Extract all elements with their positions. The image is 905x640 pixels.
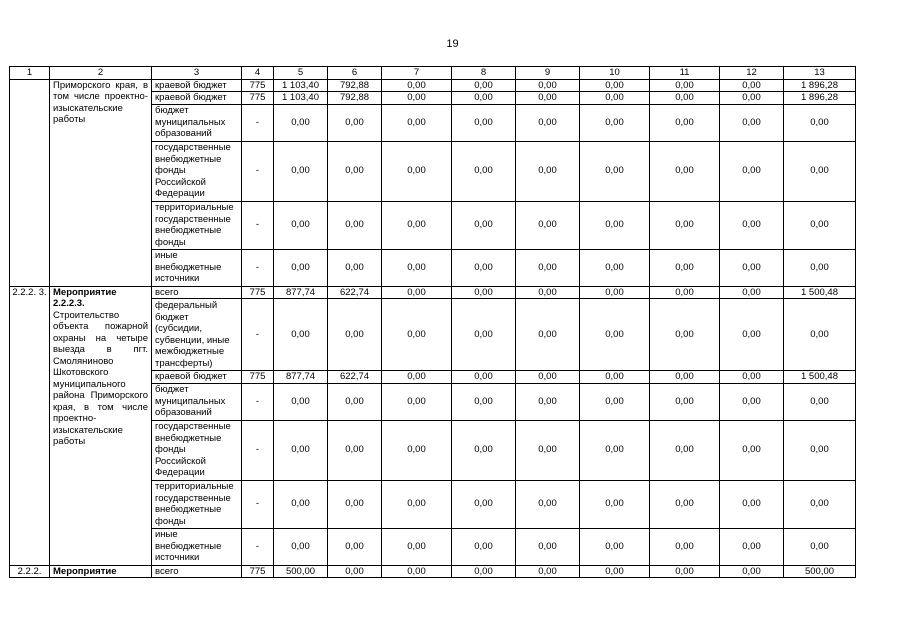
value-cell: 0,00 [516, 299, 580, 371]
value-cell: 0,00 [328, 528, 382, 565]
column-header: 3 [152, 67, 242, 80]
value-cell: 0,00 [720, 565, 784, 578]
value-cell: 792,88 [328, 92, 382, 105]
value-cell: 0,00 [580, 480, 650, 528]
value-cell: 0,00 [382, 249, 452, 286]
value-cell: 0,00 [580, 104, 650, 141]
value-cell: 0,00 [516, 141, 580, 201]
value-cell: 0,00 [784, 104, 856, 141]
value-cell: 0,00 [650, 79, 720, 92]
value-cell: 0,00 [784, 420, 856, 480]
value-cell: 0,00 [328, 249, 382, 286]
value-cell: 0,00 [784, 299, 856, 371]
value-cell: - [242, 141, 274, 201]
value-cell: 0,00 [452, 286, 516, 299]
value-cell: 0,00 [274, 201, 328, 249]
value-cell: 0,00 [382, 420, 452, 480]
funding-source: территориальные государственные внебюджетные фонды [152, 201, 242, 249]
value-cell: 0,00 [784, 528, 856, 565]
funding-source: государственные внебюджетные фонды Российской Федерации [152, 141, 242, 201]
value-cell: 0,00 [516, 565, 580, 578]
value-cell: 0,00 [720, 286, 784, 299]
value-cell: 0,00 [328, 480, 382, 528]
item-description: Строительство объекта пожарной охраны на четыре выезда в пгт. Смоляниново Шкотовского муниципального района Приморского края, в том числе проектно-изыскательские работы [53, 309, 148, 447]
value-cell: 0,00 [274, 141, 328, 201]
column-header: 6 [328, 67, 382, 80]
value-cell: 0,00 [516, 104, 580, 141]
value-cell: 1 103,40 [274, 79, 328, 92]
value-cell: 1 103,40 [274, 92, 328, 105]
column-header: 5 [274, 67, 328, 80]
value-cell: 0,00 [580, 565, 650, 578]
value-cell: 0,00 [274, 480, 328, 528]
value-cell: 0,00 [650, 104, 720, 141]
column-header: 9 [516, 67, 580, 80]
value-cell: 775 [242, 565, 274, 578]
value-cell: 0,00 [516, 79, 580, 92]
value-cell: 0,00 [328, 420, 382, 480]
column-header: 13 [784, 67, 856, 80]
value-cell: 0,00 [274, 528, 328, 565]
value-cell: 0,00 [516, 383, 580, 420]
value-cell: - [242, 480, 274, 528]
value-cell: 0,00 [650, 299, 720, 371]
value-cell: 0,00 [328, 104, 382, 141]
value-cell: - [242, 420, 274, 480]
value-cell: - [242, 249, 274, 286]
value-cell: 0,00 [382, 383, 452, 420]
value-cell: 0,00 [452, 79, 516, 92]
funding-source: краевой бюджет [152, 371, 242, 384]
funding-source: всего [152, 565, 242, 578]
value-cell: 877,74 [274, 286, 328, 299]
value-cell: 1 500,48 [784, 371, 856, 384]
value-cell: 0,00 [382, 299, 452, 371]
value-cell: 0,00 [720, 79, 784, 92]
header-row [10, 67, 856, 80]
value-cell: 0,00 [516, 528, 580, 565]
value-cell: 0,00 [650, 92, 720, 105]
value-cell: 0,00 [650, 480, 720, 528]
value-cell: 500,00 [274, 565, 328, 578]
table-row [10, 286, 856, 299]
value-cell: 0,00 [328, 565, 382, 578]
value-cell: 0,00 [382, 480, 452, 528]
funding-source: бюджет муниципальных образований [152, 383, 242, 420]
item-number: 2.2.2. 3. [10, 286, 50, 565]
value-cell: 0,00 [452, 104, 516, 141]
value-cell: 0,00 [382, 371, 452, 384]
value-cell: 0,00 [650, 383, 720, 420]
value-cell: 0,00 [784, 383, 856, 420]
table-row [10, 79, 856, 92]
value-cell: 0,00 [382, 528, 452, 565]
value-cell: 0,00 [516, 286, 580, 299]
value-cell: 500,00 [784, 565, 856, 578]
value-cell: 0,00 [720, 92, 784, 105]
item-name [50, 79, 152, 286]
column-header: 8 [452, 67, 516, 80]
value-cell: 0,00 [580, 286, 650, 299]
value-cell: 877,74 [274, 371, 328, 384]
column-header: 12 [720, 67, 784, 80]
column-header: 7 [382, 67, 452, 80]
funding-source: всего [152, 286, 242, 299]
value-cell: - [242, 299, 274, 371]
value-cell: 0,00 [720, 480, 784, 528]
value-cell: 622,74 [328, 371, 382, 384]
value-cell: 0,00 [720, 201, 784, 249]
item-title: Мероприятие 2.2.2.3. [53, 286, 117, 309]
value-cell: 0,00 [382, 141, 452, 201]
value-cell: 0,00 [452, 480, 516, 528]
value-cell: 0,00 [720, 528, 784, 565]
value-cell: 0,00 [274, 104, 328, 141]
value-cell: 1 500,48 [784, 286, 856, 299]
value-cell: 0,00 [720, 141, 784, 201]
value-cell: 0,00 [580, 201, 650, 249]
budget-table [9, 66, 856, 578]
item-number [10, 79, 50, 286]
value-cell: 775 [242, 286, 274, 299]
value-cell: 0,00 [784, 480, 856, 528]
value-cell: 0,00 [784, 201, 856, 249]
value-cell: 0,00 [516, 201, 580, 249]
value-cell: 0,00 [452, 249, 516, 286]
value-cell: 0,00 [382, 79, 452, 92]
funding-source: иные внебюджетные источники [152, 528, 242, 565]
funding-source: территориальные государственные внебюджетные фонды [152, 480, 242, 528]
value-cell: 0,00 [382, 201, 452, 249]
value-cell: - [242, 383, 274, 420]
value-cell: 0,00 [452, 92, 516, 105]
value-cell: 0,00 [452, 141, 516, 201]
value-cell: 0,00 [650, 528, 720, 565]
value-cell: 0,00 [650, 286, 720, 299]
value-cell: 0,00 [328, 299, 382, 371]
value-cell: 0,00 [580, 141, 650, 201]
value-cell: 0,00 [650, 371, 720, 384]
value-cell: 622,74 [328, 286, 382, 299]
item-description: Приморского края, в том числе проектно-изыскательские работы [53, 79, 148, 125]
value-cell: 0,00 [516, 480, 580, 528]
value-cell: 0,00 [328, 141, 382, 201]
value-cell: 0,00 [328, 201, 382, 249]
column-header: 10 [580, 67, 650, 80]
value-cell: 0,00 [580, 299, 650, 371]
value-cell: 0,00 [382, 286, 452, 299]
value-cell: 0,00 [516, 420, 580, 480]
value-cell: 0,00 [452, 383, 516, 420]
value-cell: 0,00 [720, 383, 784, 420]
value-cell: 0,00 [720, 249, 784, 286]
value-cell: - [242, 104, 274, 141]
value-cell: 0,00 [516, 371, 580, 384]
funding-source: государственные внебюджетные фонды Российской Федерации [152, 420, 242, 480]
funding-source: иные внебюджетные источники [152, 249, 242, 286]
value-cell: 0,00 [580, 249, 650, 286]
value-cell: 0,00 [516, 249, 580, 286]
value-cell: 0,00 [650, 565, 720, 578]
value-cell: 0,00 [720, 420, 784, 480]
value-cell: 0,00 [650, 201, 720, 249]
funding-source: краевой бюджет [152, 79, 242, 92]
column-header: 1 [10, 67, 50, 80]
value-cell: 0,00 [720, 104, 784, 141]
value-cell: 0,00 [720, 299, 784, 371]
value-cell: 0,00 [274, 420, 328, 480]
value-cell: - [242, 201, 274, 249]
value-cell: 0,00 [452, 528, 516, 565]
value-cell: 0,00 [274, 249, 328, 286]
value-cell: 775 [242, 79, 274, 92]
value-cell: 0,00 [382, 565, 452, 578]
value-cell: 792,88 [328, 79, 382, 92]
table-row [10, 565, 856, 578]
column-header: 2 [50, 67, 152, 80]
column-header: 4 [242, 67, 274, 80]
value-cell: 0,00 [452, 201, 516, 249]
value-cell: 0,00 [580, 92, 650, 105]
item-name [50, 565, 152, 578]
value-cell: 0,00 [650, 420, 720, 480]
value-cell: 1 896,28 [784, 79, 856, 92]
value-cell: 0,00 [580, 528, 650, 565]
column-header: 11 [650, 67, 720, 80]
value-cell: 0,00 [580, 371, 650, 384]
value-cell: 0,00 [382, 92, 452, 105]
value-cell: 0,00 [452, 420, 516, 480]
item-name [50, 286, 152, 565]
value-cell: - [242, 528, 274, 565]
value-cell: 0,00 [650, 249, 720, 286]
page-number: 19 [446, 38, 459, 50]
value-cell: 0,00 [580, 79, 650, 92]
value-cell: 0,00 [580, 383, 650, 420]
item-title: Мероприятие [53, 565, 117, 577]
value-cell: 0,00 [452, 299, 516, 371]
value-cell: 0,00 [650, 141, 720, 201]
value-cell: 1 896,28 [784, 92, 856, 105]
value-cell: 0,00 [452, 371, 516, 384]
value-cell: 775 [242, 371, 274, 384]
value-cell: 0,00 [328, 383, 382, 420]
value-cell: 0,00 [516, 92, 580, 105]
value-cell: 0,00 [452, 565, 516, 578]
value-cell: 0,00 [784, 141, 856, 201]
item-number: 2.2.2. [10, 565, 50, 578]
value-cell: 775 [242, 92, 274, 105]
value-cell: 0,00 [720, 371, 784, 384]
funding-source: федеральный бюджет (субсидии, субвенции, иные межбюджетные трансферты) [152, 299, 242, 371]
funding-source: бюджет муниципальных образований [152, 104, 242, 141]
value-cell: 0,00 [382, 104, 452, 141]
value-cell: 0,00 [784, 249, 856, 286]
value-cell: 0,00 [580, 420, 650, 480]
value-cell: 0,00 [274, 383, 328, 420]
value-cell: 0,00 [274, 299, 328, 371]
funding-source: краевой бюджет [152, 92, 242, 105]
